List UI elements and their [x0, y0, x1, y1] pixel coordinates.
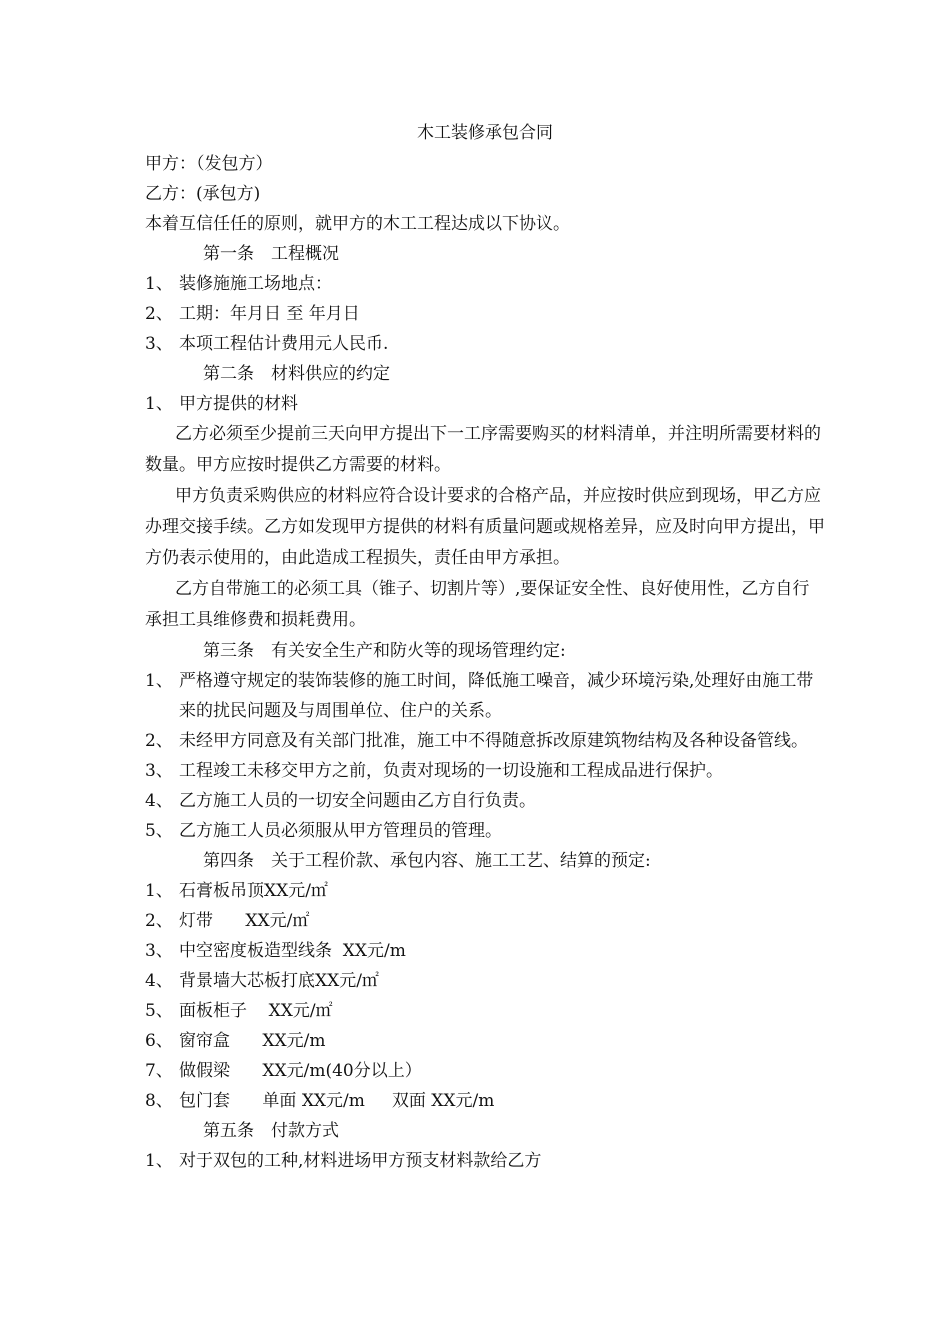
price-item — [145, 1026, 825, 1056]
list-item — [145, 389, 825, 419]
price-item — [145, 1086, 825, 1116]
list-item — [145, 786, 825, 816]
item-text: 乙方施工人员必须服从甲方管理员的管理。 — [179, 821, 502, 841]
list-item — [145, 299, 825, 329]
item-text: 背景墙大芯板打底XX元/㎡ — [179, 971, 379, 991]
item-text: 灯带 XX元/㎡ — [179, 911, 310, 931]
item-text: 工期：年月日 至 年月日 — [179, 304, 360, 324]
item-text: 乙方施工人员的一切安全问题由乙方自行负责。 — [179, 791, 536, 811]
price-item — [145, 906, 825, 936]
item-text: 本项工程估计费用元人民币. — [179, 334, 389, 354]
section-3-heading: 第三条 有关安全生产和防火等的现场管理约定: — [203, 641, 566, 661]
item-text: 中空密度板造型线条 XX元/m — [179, 941, 406, 961]
item-text: 面板柜子 XX元/㎡ — [179, 1001, 333, 1021]
item-number: 7、 — [145, 1061, 173, 1081]
item-text: 做假梁 XX元/m(40分以上） — [179, 1061, 422, 1081]
paragraph: 甲方负责采购供应的材料应符合设计要求的合格产品，并应按时供应到现场，甲乙方应办理交接手续。乙方如发现甲方提供的材料有质量问题或规格差异，应及时向甲方提出，甲方仍表示使用的，由此造成工程损失，责任由甲方承担。 — [145, 486, 825, 568]
item-text: 严格遵守规定的装饰装修的施工时间，降低施工噪音，减少环境污染,处理好由施工带来的扰民问题及与周围单位、住户的关系。 — [179, 671, 814, 721]
intro-text: 本着互信任任的原则，就甲方的木工工程达成以下协议。 — [145, 214, 570, 234]
list-item — [145, 666, 825, 726]
item-number: 1、 — [145, 671, 173, 691]
list-item — [145, 1146, 825, 1176]
price-item — [145, 1056, 825, 1086]
item-number: 5、 — [145, 821, 173, 841]
paragraph: 乙方必须至少提前三天向甲方提出下一工序需要购买的材料清单，并注明所需要材料的数量。甲方应按时提供乙方需要的材料。 — [145, 424, 821, 475]
item-number: 2、 — [145, 731, 173, 751]
contract-document — [145, 118, 825, 1176]
item-number: 3、 — [145, 761, 173, 781]
item-text: 装修施施工场地点： — [179, 274, 332, 294]
price-item — [145, 966, 825, 996]
price-item — [145, 936, 825, 966]
item-number: 1、 — [145, 394, 173, 414]
item-number: 1、 — [145, 881, 173, 901]
list-item — [145, 269, 825, 299]
item-number: 2、 — [145, 304, 173, 324]
item-number: 3、 — [145, 334, 173, 354]
document-title: 木工装修承包合同 — [417, 123, 553, 143]
list-item — [145, 756, 825, 786]
item-number: 1、 — [145, 1151, 173, 1171]
item-number: 1、 — [145, 274, 173, 294]
party-b: 乙方：(承包方) — [145, 184, 261, 204]
item-text: 包门套 单面 XX元/m 双面 XX元/m — [179, 1091, 495, 1111]
price-item — [145, 876, 825, 906]
item-number: 6、 — [145, 1031, 173, 1051]
item-text: 工程竣工未移交甲方之前，负责对现场的一切设施和工程成品进行保护。 — [179, 761, 723, 781]
item-text: 未经甲方同意及有关部门批准，施工中不得随意拆改原建筑物结构及各种设备管线。 — [179, 731, 808, 751]
item-number: 5、 — [145, 1001, 173, 1021]
item-text: 石膏板吊顶XX元/㎡ — [179, 881, 328, 901]
list-item — [145, 329, 825, 359]
item-text: 甲方提供的材料 — [179, 394, 298, 414]
list-item — [145, 816, 825, 846]
list-item — [145, 726, 825, 756]
item-text: 窗帘盒 XX元/m — [179, 1031, 326, 1051]
section-2-heading: 第二条 材料供应的约定 — [203, 364, 390, 384]
price-item — [145, 996, 825, 1026]
section-4-heading: 第四条 关于工程价款、承包内容、施工工艺、结算的预定: — [203, 851, 651, 871]
paragraph: 乙方自带施工的必须工具（锥子、切割片等）,要保证安全性、良好使用性，乙方自行承担工具维修费和损耗费用。 — [145, 579, 810, 630]
item-number: 4、 — [145, 971, 173, 991]
section-5-heading: 第五条 付款方式 — [203, 1121, 339, 1141]
item-number: 8、 — [145, 1091, 173, 1111]
item-number: 4、 — [145, 791, 173, 811]
section-1-heading: 第一条 工程概况 — [203, 244, 339, 264]
item-text: 对于双包的工种,材料进场甲方预支材料款给乙方 — [179, 1151, 542, 1171]
party-a: 甲方：（发包方） — [145, 154, 273, 174]
item-number: 2、 — [145, 911, 173, 931]
item-number: 3、 — [145, 941, 173, 961]
